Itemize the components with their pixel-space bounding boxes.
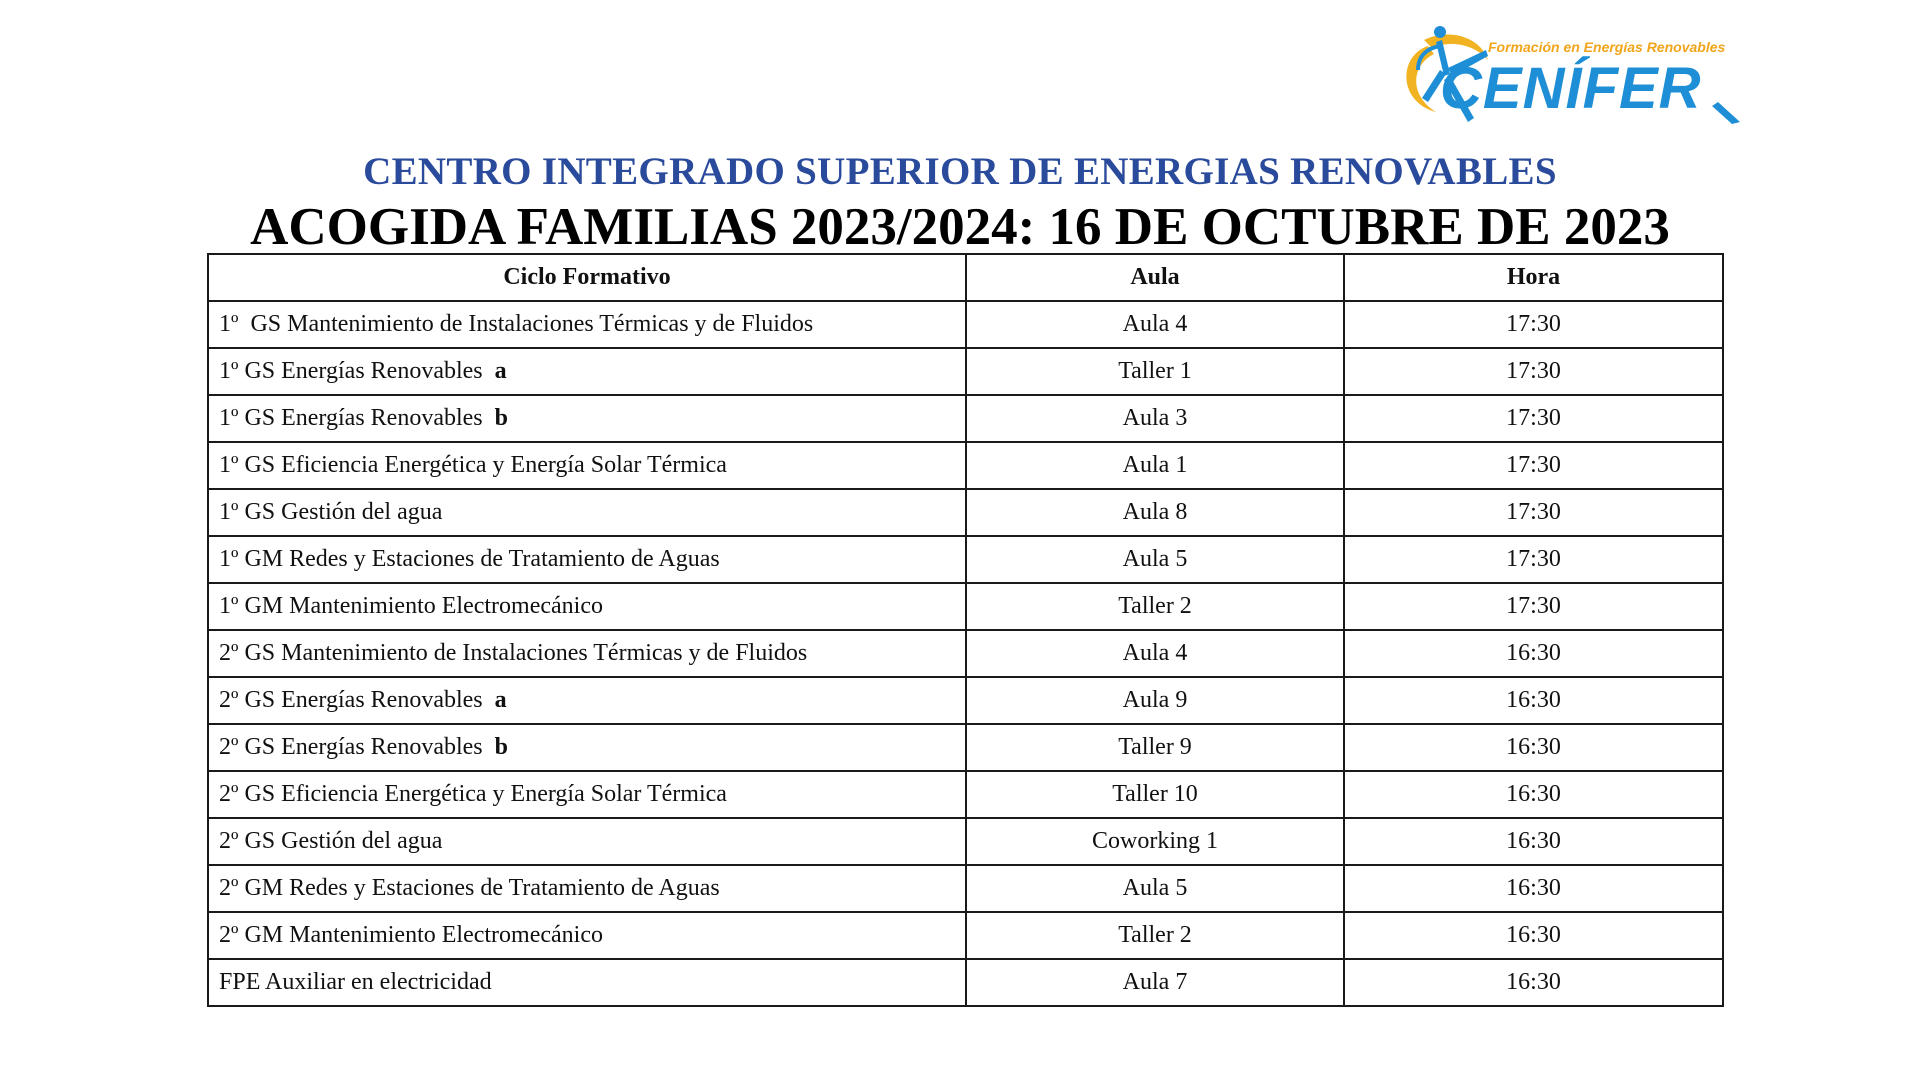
ciclo-text: 1º GS Eficiencia Energética y Energía Solar Térmica [219,452,727,478]
cell-ciclo [208,348,966,395]
cell-ciclo [208,489,966,536]
cell-aula: Aula 7 [966,959,1344,1006]
logo-name: CENÍFER [1440,56,1702,121]
ciclo-text: 1º GS Energías Renovables [219,405,489,431]
header-aula: Aula [966,254,1344,301]
cell-aula: Taller 2 [966,912,1344,959]
table-row [208,818,1723,865]
cell-hora: 17:30 [1344,536,1723,583]
grupo-label: b [494,405,508,431]
ciclo-text: 2º GS Eficiencia Energética y Energía Solar Térmica [219,781,727,807]
cell-hora: 16:30 [1344,630,1723,677]
table-row [208,677,1723,724]
table-row [208,536,1723,583]
cell-hora: 17:30 [1344,489,1723,536]
ciclo-text: 1º GM Mantenimiento Electromecánico [219,593,603,619]
cell-hora: 16:30 [1344,912,1723,959]
cell-ciclo [208,959,966,1006]
cell-aula: Coworking 1 [966,818,1344,865]
ciclo-text: 1º GS Mantenimiento de Instalaciones Térmicas y de Fluidos [219,311,814,337]
cenifer-logo [1388,10,1760,132]
cell-ciclo [208,818,966,865]
cell-hora: 16:30 [1344,771,1723,818]
grupo-label: a [494,358,507,384]
cell-aula: Aula 9 [966,677,1344,724]
table-row [208,395,1723,442]
cell-hora: 16:30 [1344,677,1723,724]
ciclo-text: 1º GS Energías Renovables [219,358,489,384]
center-name: CENTRO INTEGRADO SUPERIOR DE ENERGIAS RENOVABLES [363,150,1557,193]
table-row [208,724,1723,771]
cell-aula: Aula 3 [966,395,1344,442]
cell-hora: 17:30 [1344,442,1723,489]
cell-aula: Aula 8 [966,489,1344,536]
table-header-row [208,254,1723,301]
ciclo-text: 2º GS Gestión del agua [219,828,443,854]
cell-ciclo [208,771,966,818]
cell-aula: Aula 4 [966,301,1344,348]
cell-hora: 16:30 [1344,865,1723,912]
table-row [208,301,1723,348]
ciclo-text: 2º GS Energías Renovables [219,687,489,713]
table-row [208,442,1723,489]
cell-aula: Taller 10 [966,771,1344,818]
ciclo-text: 1º GM Redes y Estaciones de Tratamiento de Aguas [219,546,720,572]
ciclo-text: 2º GM Redes y Estaciones de Tratamiento de Aguas [219,875,720,901]
cell-aula: Aula 5 [966,865,1344,912]
ciclo-text: 2º GS Energías Renovables [219,734,489,760]
cell-aula: Aula 4 [966,630,1344,677]
cell-hora: 17:30 [1344,301,1723,348]
cell-hora: 17:30 [1344,395,1723,442]
header-ciclo-formativo: Ciclo Formativo [208,254,966,301]
ciclo-text: 2º GS Mantenimiento de Instalaciones Térmicas y de Fluidos [219,640,808,666]
cell-ciclo [208,677,966,724]
table-row [208,630,1723,677]
table-row [208,489,1723,536]
ciclo-text: 1º GS Gestión del agua [219,499,443,525]
page-title: ACOGIDA FAMILIAS 2023/2024: 16 DE OCTUBRE DE 2023 [250,198,1670,256]
cell-hora: 17:30 [1344,348,1723,395]
cell-hora: 16:30 [1344,724,1723,771]
cell-hora: 17:30 [1344,583,1723,630]
cell-ciclo [208,583,966,630]
ciclo-text: FPE Auxiliar en electricidad [219,969,492,995]
cell-ciclo [208,724,966,771]
logo-tagline: Formación en Energías Renovables [1488,39,1726,55]
cell-ciclo [208,865,966,912]
table-row [208,865,1723,912]
cell-aula: Taller 1 [966,348,1344,395]
cell-ciclo [208,912,966,959]
table-row [208,771,1723,818]
cell-hora: 16:30 [1344,959,1723,1006]
grupo-label: b [494,734,508,760]
table-row [208,959,1723,1006]
cell-aula: Taller 9 [966,724,1344,771]
table-row [208,912,1723,959]
cell-aula: Aula 5 [966,536,1344,583]
grupo-label: a [494,687,507,713]
table-row [208,583,1723,630]
ciclo-text: 2º GM Mantenimiento Electromecánico [219,922,603,948]
cell-ciclo [208,630,966,677]
cell-aula: Aula 1 [966,442,1344,489]
cell-ciclo [208,395,966,442]
cell-ciclo [208,301,966,348]
cell-ciclo [208,442,966,489]
cell-hora: 16:30 [1344,818,1723,865]
cell-aula: Taller 2 [966,583,1344,630]
header-hora: Hora [1344,254,1723,301]
cell-ciclo [208,536,966,583]
table-row [208,348,1723,395]
schedule-table [207,253,1724,1007]
